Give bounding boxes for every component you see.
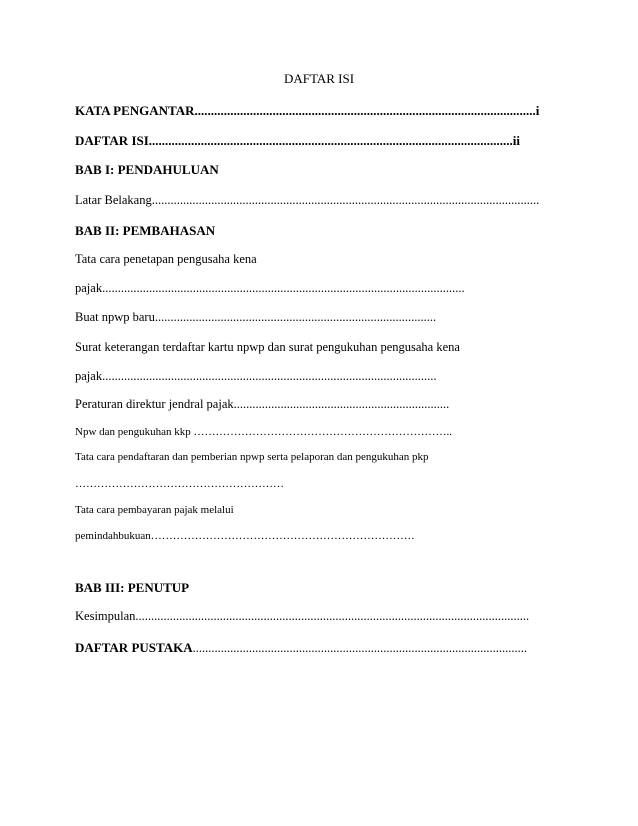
toc-heading-bab-2: BAB II: PEMBAHASAN [75, 223, 216, 238]
toc-entry-npw-kkp: Npw dan pengukuhan kkp …………………………………………………………….. [75, 426, 453, 438]
toc-entry-surat-keterangan: Surat keterangan terdaftar kartu npwp dan surat pengukuhan pengusaha kena [75, 340, 460, 354]
toc-heading-bab-1: BAB I: PENDAHULUAN [75, 162, 219, 177]
toc-entry-daftar-pustaka [75, 640, 527, 656]
toc-entry-daftar-isi: DAFTAR ISI................................................................................................................ii [75, 133, 521, 148]
daftar-pustaka-label: DAFTAR PUSTAKA [75, 640, 193, 655]
page-title: DAFTAR ISI [283, 71, 355, 86]
toc-entry-buat-npwp: Buat npwp baru.......................................................................................... [75, 310, 437, 324]
toc-entry-peraturan: Peraturan direktur jendral pajak..................................................................... [75, 397, 450, 411]
toc-entry-tata-cara-pembayaran: Tata cara pembayaran pajak melalui [75, 504, 234, 516]
toc-entry-kesimpulan: Kesimpulan.............................................................................................................................. [75, 609, 530, 623]
toc-entry-tata-cara-pembayaran-cont: pemindahbukuan……………………………………………………………… [75, 530, 415, 542]
toc-entry-tata-cara-penetapan-cont: pajak.................................................................................................................... [75, 281, 465, 295]
toc-entry-kata-pengantar: KATA PENGANTAR.........................................................................................................i [75, 103, 540, 118]
daftar-pustaka-leader: ........................................................................................................... [192, 641, 527, 655]
toc-entry-tata-cara-pendaftaran: Tata cara pendaftaran dan pemberian npwp serta pelaporan dan pengukuhan pkp [75, 451, 429, 463]
toc-entry-latar-belakang: Latar Belakang............................................................................................................................ [75, 193, 540, 207]
toc-entry-tata-cara-penetapan: Tata cara penetapan pengusaha kena [75, 252, 257, 266]
toc-heading-bab-3: BAB III: PENUTUP [75, 580, 190, 595]
toc-entry-surat-keterangan-cont: pajak........................................................................................................... [75, 369, 437, 383]
toc-entry-tata-cara-pendaftaran-cont: ………………………………………………… [75, 478, 284, 490]
